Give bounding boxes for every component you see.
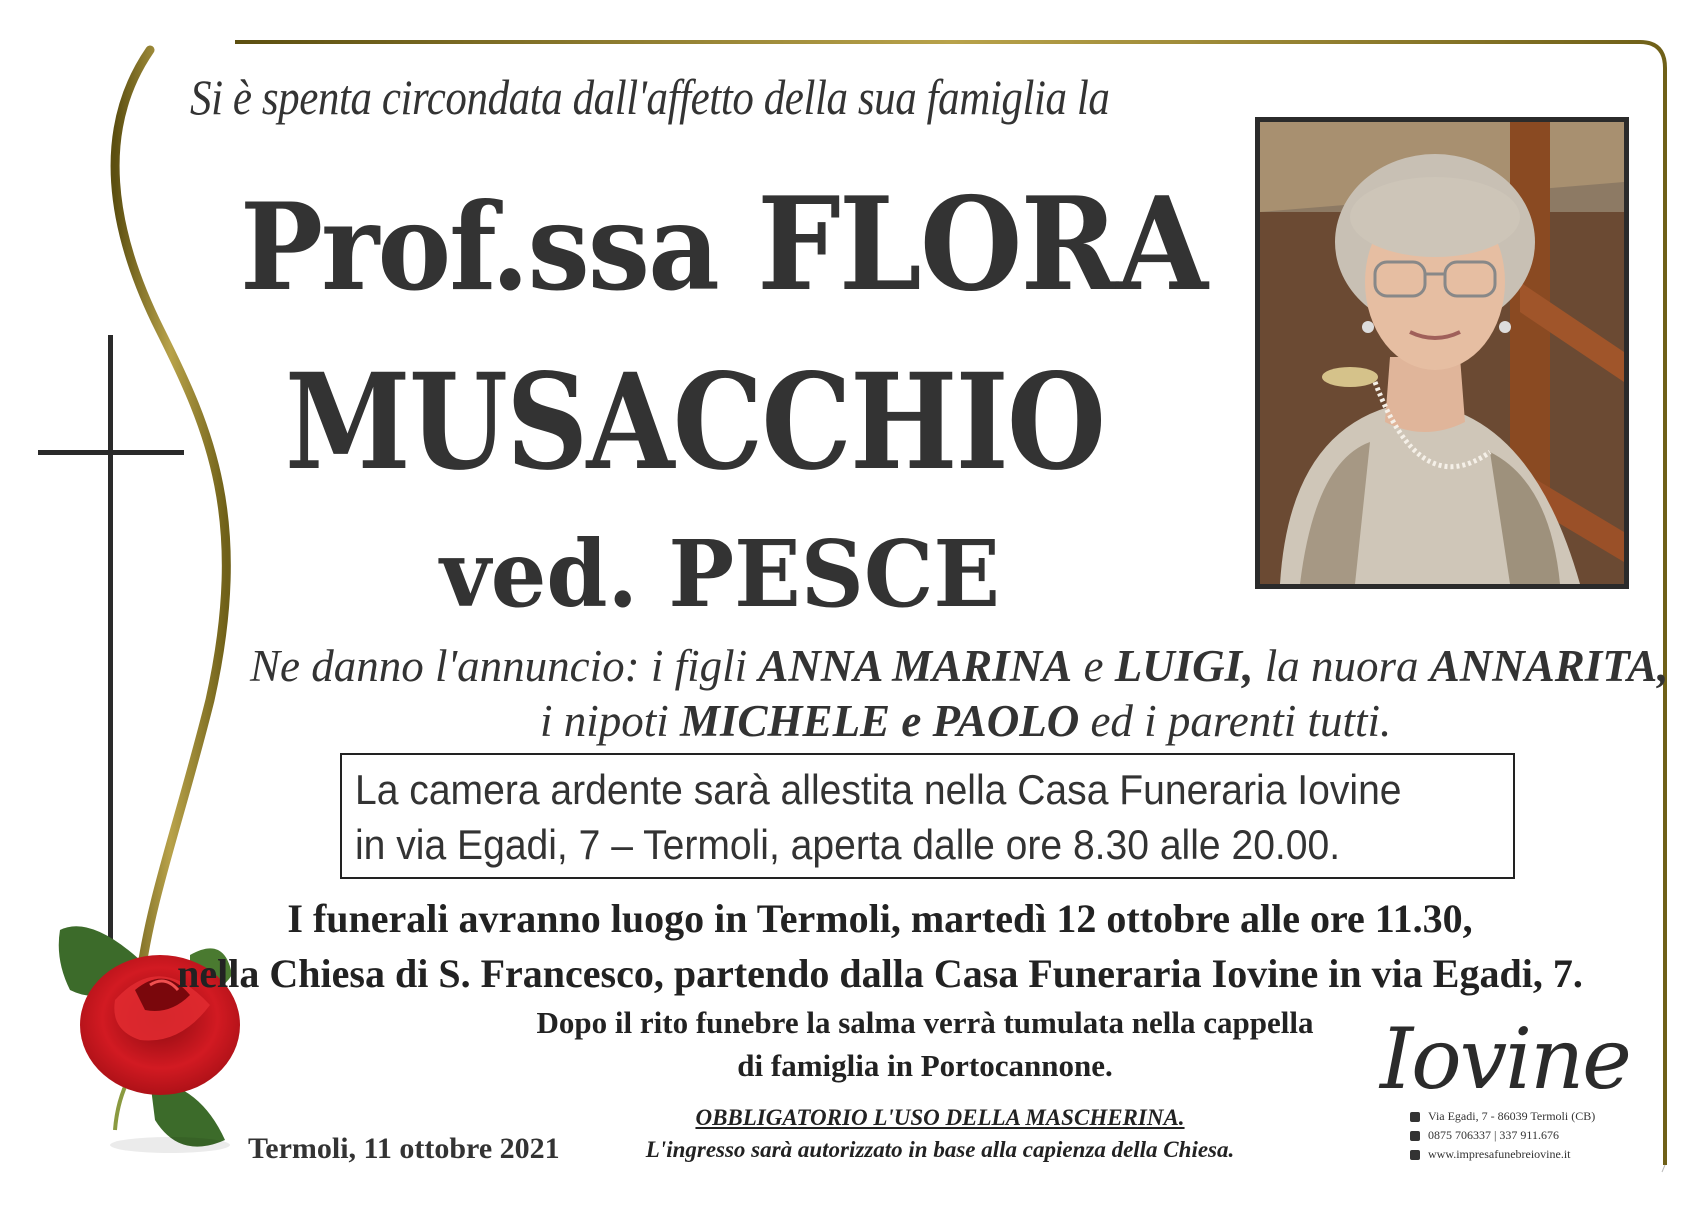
logo-phone [1410,1128,1559,1143]
web-text: www.impresafunebreiovine.it [1428,1147,1571,1161]
phone-text: 0875 706337 | 337 911.676 [1428,1128,1559,1142]
announcement-suffix: ed i parenti tutti. [1079,696,1392,746]
burial-line-2: di famiglia in Portocannone. [737,1048,1113,1083]
daughter-in-law-name: ANNARITA, [1429,641,1669,691]
deceased-title: Prof.ssa [240,177,718,318]
child-name-1: ANNA MARINA [758,641,1073,691]
address-text: Via Egadi, 7 - 86039 Termoli (CB) [1428,1109,1596,1123]
logo-address [1410,1109,1595,1124]
portrait-image [1260,122,1624,584]
announcement-prefix: Ne danno l'annuncio: i figli [250,641,759,691]
deceased-first-name: FLORA [757,170,1207,320]
wake-line-1: La camera ardente sarà allestita nella Casa Funeraria Iovine [355,766,1402,813]
portrait-photo [1255,117,1629,589]
child-name-2: LUIGI, [1114,641,1254,691]
deceased-last-name: MUSACCHIO [285,345,1105,500]
wake-line-2: in via Egadi, 7 – Termoli, aperta dalle ore 8.30 alle 20.00. [355,821,1341,868]
home-icon [1410,1112,1420,1122]
phone-icon [1410,1131,1420,1141]
grandchildren-names: MICHELE e PAOLO [680,696,1080,746]
iovine-logo: Iovine [1380,1010,1630,1108]
announcement-date: Termoli, 11 ottobre 2021 [248,1132,560,1165]
announcement-mid: la nuora [1253,641,1430,691]
announcement-prefix-2: i nipoti [540,696,681,746]
burial-line-1: Dopo il rito funebre la salma verrà tumulata nella cappella [536,1005,1314,1040]
funeral-line-2: nella Chiesa di S. Francesco, partendo dalla Casa Funeraria Iovine in via Egadi, 7. [177,951,1583,996]
announcement-and: e [1072,641,1115,691]
deceased-widow-of: ved. PESCE [440,520,1000,628]
capacity-notice: L'ingresso sarà autorizzato in base alla capienza della Chiesa. [645,1137,1235,1162]
deceased-first-line [240,170,1207,320]
funeral-line-1: I funerali avranno luogo in Termoli, martedì 12 ottobre alle ore 11.30, [287,896,1473,941]
web-icon [1410,1150,1420,1160]
announcement-line-1 [250,640,1669,692]
intro-text: Si è spenta circondata dall'affetto della sua famiglia la [190,69,1110,125]
announcement-line-2 [540,695,1701,747]
mask-notice: OBBLIGATORIO L'USO DELLA MASCHERINA. [695,1105,1185,1130]
logo-web [1410,1147,1571,1162]
